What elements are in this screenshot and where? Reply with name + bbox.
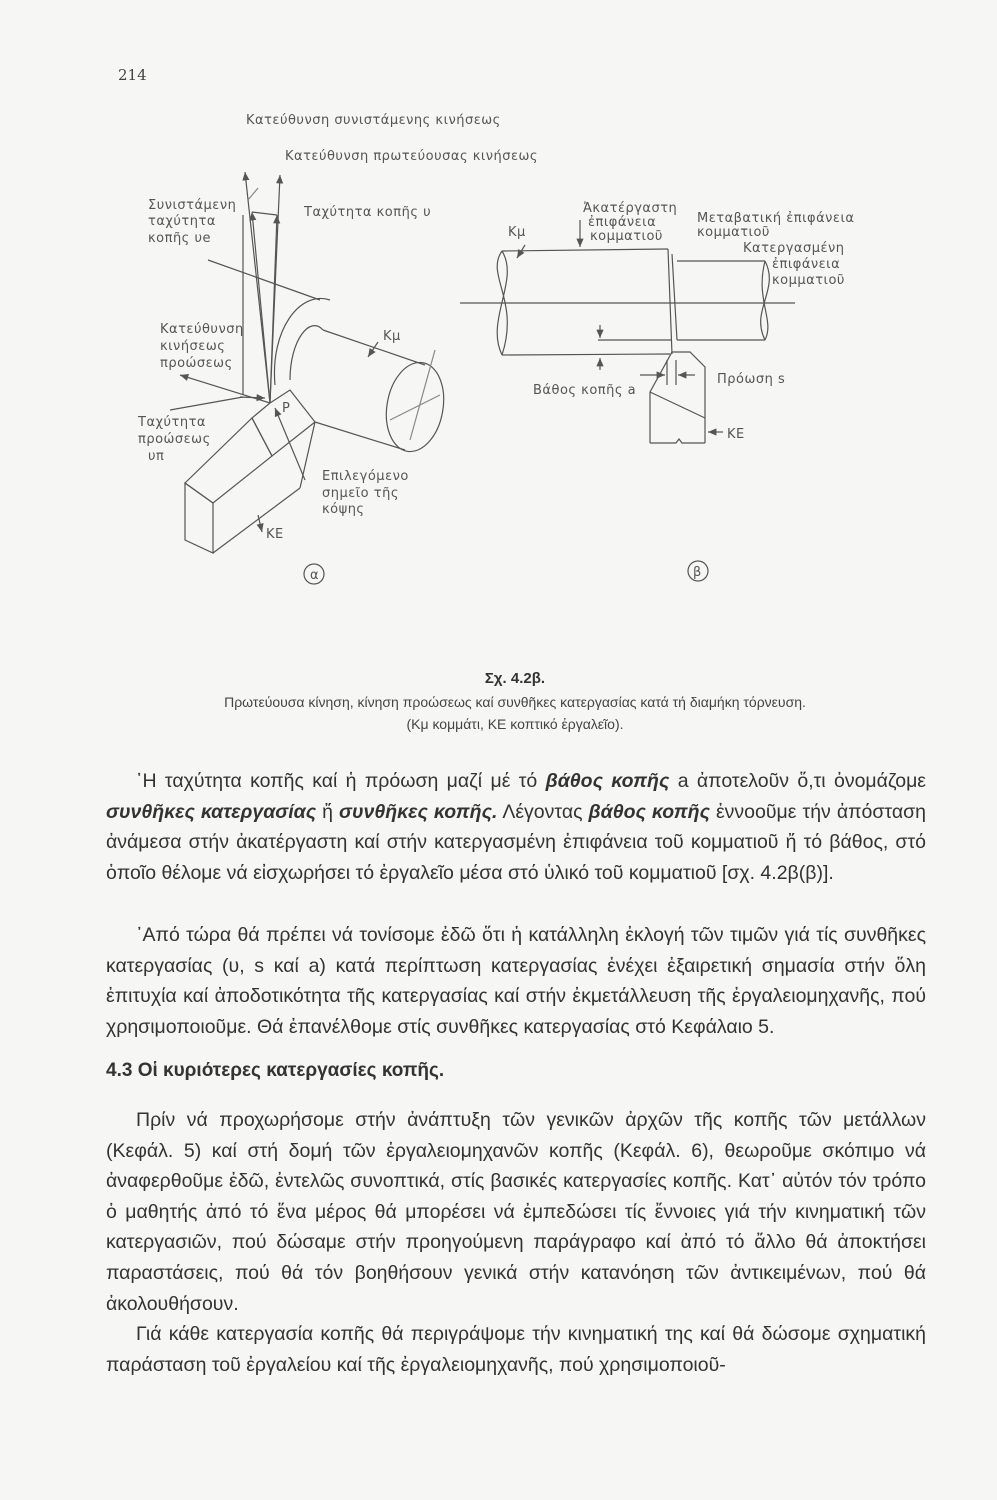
label-feed-direction: Κατεύθυνση xyxy=(160,322,244,337)
p1-text-2: a ἀποτελοῦν ὅ,τι ὀνομάζομε xyxy=(669,770,926,792)
section-heading: 4.3 Οἱ κυριότερες κατεργασίες κοπῆς. xyxy=(106,1060,445,1081)
label-machined-3: κομματιοῦ xyxy=(772,273,845,288)
label-depth: Βάθος κοπῆς a xyxy=(533,383,637,398)
term-depth-of-cut-2: βάθος κοπῆς xyxy=(588,800,710,823)
label-unmachined-2: ἐπιφάνεια xyxy=(588,215,657,230)
label-resultant-speed-2: ταχύτητα xyxy=(148,214,216,229)
label-selected-point-2: σημεῖο τῆς xyxy=(322,486,399,501)
p1-text-5: ἐννοοῦμε τήν ἀπόσταση ἀνάμεσα στήν ἀκατέργαστη καί στήν κατεργασμένη ἐπιφάνεια τοῦ κομματιοῦ ἤ τό βάθος, στό ὁποῖο θέλομε νά εἰσχωρήσει τό ἐργαλεῖο μέσα στό ὑλικό τοῦ κομματιοῦ [σχ. 4.2β(β)]. xyxy=(106,800,927,884)
label-feed-speed: Ταχύτητα xyxy=(138,415,207,430)
figure-caption-line2: (Κμ κομμάτι, ΚΕ κοπτικό ἐργαλεῖο). xyxy=(406,716,624,732)
figure-caption-title: Σχ. 4.2β. xyxy=(484,670,546,687)
term-cutting-conditions: συνθῆκες κοπῆς. xyxy=(339,800,498,823)
label-machined-2: ἐπιφάνεια xyxy=(772,257,841,272)
resultant-speed-vector xyxy=(252,212,270,403)
figure-caption-line1: Πρωτεύουσα κίνηση, κίνηση προώσεως καί συνθῆκες κατεργασίας κατά τή διαμήκη τόρνευση. xyxy=(224,694,806,710)
label-b: β xyxy=(693,565,702,580)
label-feed-direction-2: κινήσεως xyxy=(160,339,226,354)
paragraph-3 xyxy=(106,1105,926,1380)
label-feed-speed-2: προώσεως xyxy=(138,432,211,447)
label-workpiece-a: Κμ xyxy=(383,329,401,344)
label-resultant-direction: Κατεύθυνση συνιστάμενης κινήσεως xyxy=(246,113,501,128)
cutting-speed-vector xyxy=(270,215,277,403)
paragraph-4-text: Γιά κάθε κατεργασία κοπῆς θά περιγράψομε τήν κινηματική της καί θά δώσομε σχηματική παράσταση τοῦ ἐργαλείου καί τῆς ἐργαλειομηχανῆς, πού χρησιμοποιοῦ- xyxy=(106,1323,926,1376)
page-number: 214 xyxy=(118,66,147,84)
label-machined: Κατεργασμένη xyxy=(743,241,845,256)
paragraph-1 xyxy=(106,766,926,888)
label-resultant-speed: Συνιστάμενη xyxy=(148,198,237,213)
label-transitional: Μεταβατική ἐπιφάνεια xyxy=(697,211,855,226)
figure-b-drawing xyxy=(460,220,795,581)
label-unmachined: Ἀκατέργαστη xyxy=(583,201,678,216)
label-selected-point-3: κόψης xyxy=(322,502,365,517)
figure-4-2b xyxy=(0,0,997,620)
label-workpiece-b: Κμ xyxy=(508,225,526,240)
p1-text-4: Λέγοντας xyxy=(497,800,589,823)
label-a: α xyxy=(310,568,320,583)
label-selected-point: Επιλεγόμενο xyxy=(322,469,409,484)
label-tool-a: ΚΕ xyxy=(266,527,284,542)
label-unmachined-3: κομματιοῦ xyxy=(590,229,663,244)
paragraph-2-text: ᾿Από τώρα θά πρέπει νά τονίσομε ἐδῶ ὅτι ἡ κατάλληλη ἐκλογή τῶν τιμῶν γιά τίς συνθῆκες κατεργασίας (υ, s καί a) κατά περίπτωση κατεργασίας ἐνέχει ἐξαιρετική σημασία στήν ὅλη ἐπιτυχία καί ἀποδοτικότητα τῆς κατεργασίας καί στήν ἐκμετάλλευση τῆς ἐργαλειομηχανῆς, πού χρησιμοποιοῦμε. Θά ἐπανέλθομε στίς συνθῆκες κατεργασίας στό Κεφάλαιο 5. xyxy=(106,924,926,1038)
p1-text-3: ἤ xyxy=(316,800,340,823)
paragraph-2 xyxy=(106,920,926,1042)
paragraph-3-text: Πρίν νά προχωρήσομε στήν ἀνάπτυξη τῶν γενικῶν ἀρχῶν τῆς κοπῆς τῶν μετάλλων (Κεφάλ. 5) καί στή δομή τῶν ἐργαλειομηχανῶν κοπῆς (Κεφάλ. 6), θεωροῦμε σκόπιμο νά ἀναφερθοῦμε ἐδῶ, ἐντελῶς συνοπτικά, στίς βασικές κατεργασίες κοπῆς. Κατ᾿ αὐτόν τόν τρόπο ὁ μαθητής ἀπό τό ἕνα μέρος θά μπορέσει νά ἐμπεδώσει τίς ἔννοιες γιά τήν κινηματική τῶν κατεργασιῶν, πού δώσαμε στήν προηγούμενη παράγραφο καί ἀπό τό ἄλλο θά ἀποκτήσει παραστάσεις, πού θά τόν βοηθήσουν γενικά στήν κατανόηση τῶν ἀντικειμένων, πού θά ἀκολουθήσουν. xyxy=(106,1109,926,1315)
label-feed-speed-3: υπ xyxy=(148,449,165,464)
label-tool-b: ΚΕ xyxy=(727,427,745,442)
term-depth-of-cut: βάθος κοπῆς xyxy=(545,770,670,792)
label-resultant-speed-3: κοπῆς υe xyxy=(148,231,211,246)
label-feed: Πρόωση s xyxy=(717,372,786,387)
figure-a-drawing xyxy=(170,172,450,584)
label-point-p: P xyxy=(282,401,291,416)
p1-text-1: ῾Η ταχύτητα κοπῆς καί ἡ πρόωση μαζί μέ τό xyxy=(136,770,546,792)
term-machining-conditions: συνθῆκες κατεργασίας xyxy=(106,800,317,823)
label-primary-direction: Κατεύθυνση πρωτεύουσας κινήσεως xyxy=(285,149,539,164)
label-cutting-speed: Ταχύτητα κοπῆς υ xyxy=(304,205,432,220)
label-transitional-2: κομματιοῦ xyxy=(697,225,770,240)
label-feed-direction-3: προώσεως xyxy=(160,356,233,371)
